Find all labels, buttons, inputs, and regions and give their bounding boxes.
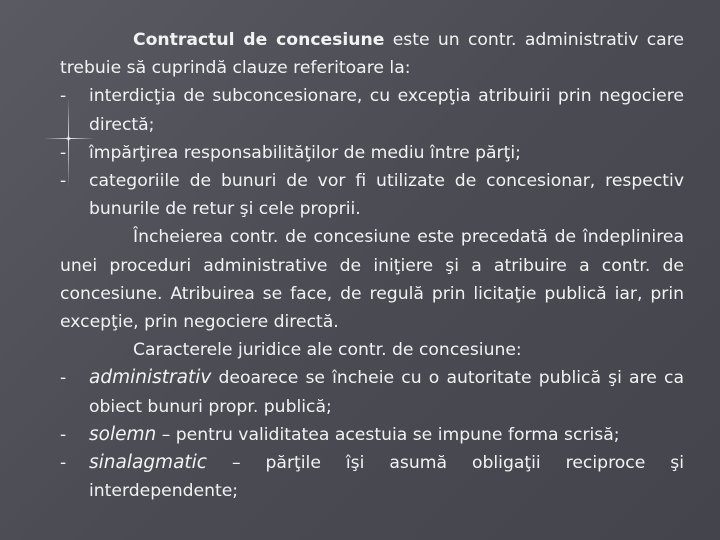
clause-text: împărţirea responsabilităţilor de mediu între părţi; <box>89 142 521 163</box>
feature-desc: deoarece se încheie cu o autoritate publică şi are ca obiect bunuri propr. publică; <box>89 368 684 417</box>
intro-paragraph <box>60 26 684 82</box>
bullet-dash: - <box>60 424 67 445</box>
clause-text: categoriile de bunuri de vor fi utilizate de concesionar, respectiv bunurile de retur şi cele proprii. <box>89 171 684 220</box>
feature-item <box>60 364 684 420</box>
bullet-dash: - <box>60 171 67 192</box>
slide-body <box>60 26 684 505</box>
feature-item <box>60 421 684 449</box>
clause-text: interdicţia de subconcesionare, cu excepţia atribuirii prin negociere directă; <box>89 86 684 135</box>
bullet-dash: - <box>60 368 67 389</box>
feature-text <box>89 449 684 505</box>
feature-text <box>89 364 684 420</box>
clause-item <box>60 139 684 167</box>
intro-bold-term: Contractul de concesiune <box>133 30 385 50</box>
feature-text <box>89 421 684 449</box>
procedure-paragraph: Încheierea contr. de concesiune este precedată de îndeplinirea unei proceduri administrative de iniţiere şi a atribuire a contr. de concesiune. Atribuirea se face, de regulă prin licitaţie publică iar, prin excepţie, prin negociere directă. <box>60 227 684 333</box>
intro-text: este un contr. administrativ care trebuie să cuprindă clauze referitoare la: <box>60 30 684 79</box>
feature-term: solemn <box>89 423 157 445</box>
feature-desc: – părţile îşi asumă obligaţii reciproce şi interdependente; <box>89 453 684 502</box>
feature-item <box>60 449 684 505</box>
bullet-dash: - <box>60 453 67 474</box>
clause-item <box>60 167 684 223</box>
bullet-dash: - <box>60 142 67 163</box>
bullet-dash: - <box>60 86 67 107</box>
feature-term: sinalagmatic <box>89 452 207 474</box>
feature-term: administrativ <box>89 367 212 389</box>
feature-desc: – pentru validitatea acestuia se impune forma scrisă; <box>156 424 620 445</box>
features-title: Caracterele juridice ale contr. de concesiune: <box>133 340 522 361</box>
clause-item <box>60 82 684 138</box>
